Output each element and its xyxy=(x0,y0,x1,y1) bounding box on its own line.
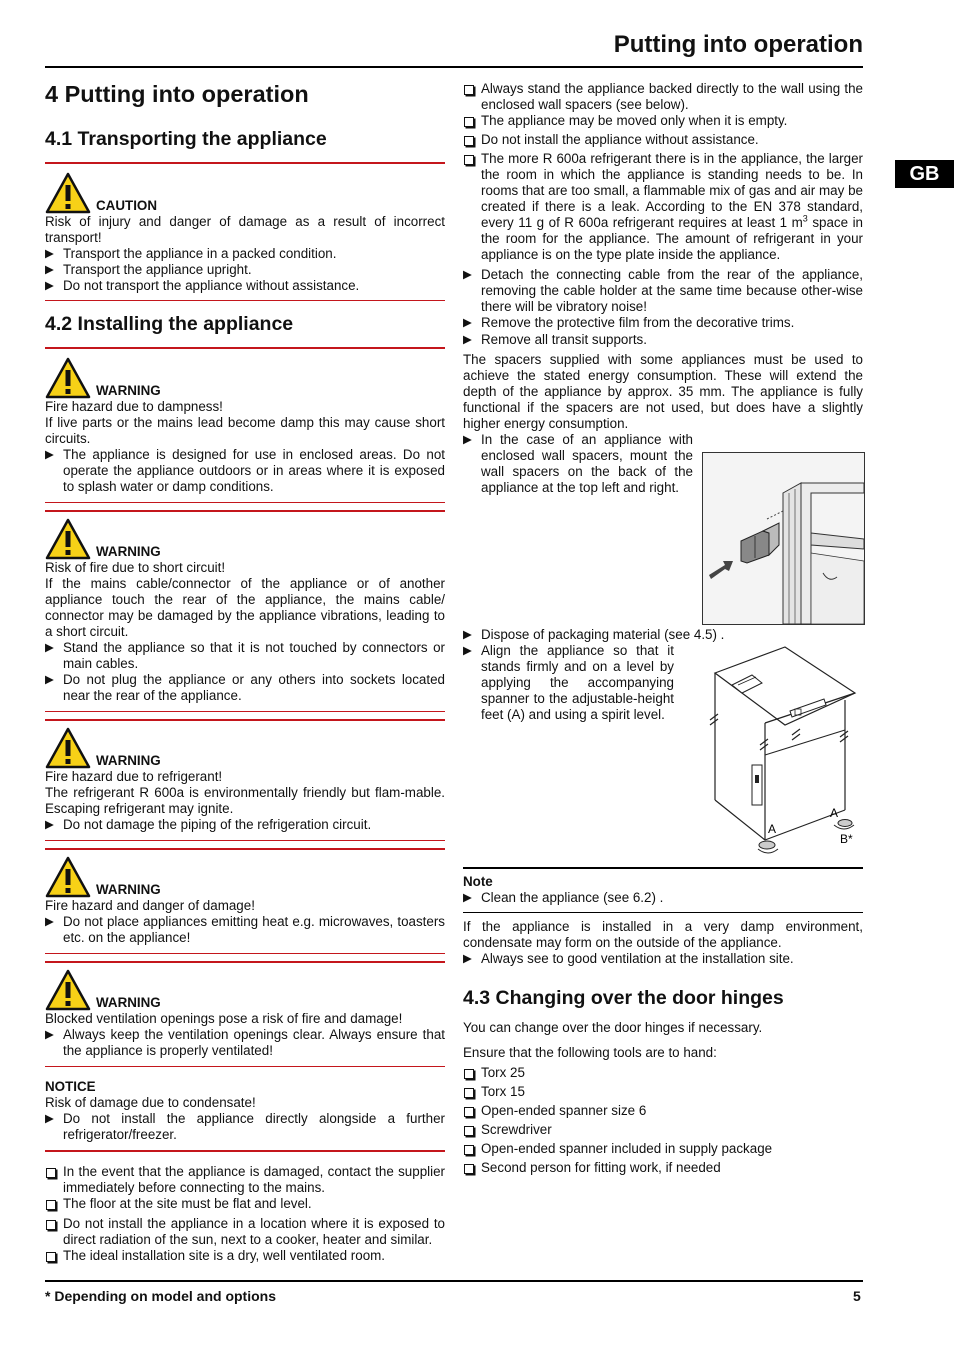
chapter-title: 4 Putting into operation xyxy=(45,81,309,107)
damp-paragraph: If the appliance is installed in a very damp environment, condensate may form on the outside of the appliance. xyxy=(463,919,863,950)
red-divider xyxy=(45,719,445,721)
checklist xyxy=(45,1164,445,1264)
warning-label: WARNING xyxy=(96,752,161,768)
warning-triangle-icon xyxy=(45,727,91,769)
red-divider xyxy=(45,1066,445,1068)
section-4-1 xyxy=(45,127,445,301)
section-title: 4.1 Transporting the appliance xyxy=(45,128,327,150)
header-rule xyxy=(45,66,863,68)
warning-triangle-icon xyxy=(45,357,91,399)
list-item: ▶ Remove the protective film from the decorative trims. xyxy=(463,315,863,331)
notice-block xyxy=(45,1079,445,1143)
list-item: In the event that the appliance is damaged, contact the supplier immediately before connecting to the mains. xyxy=(45,1164,445,1196)
warning-triangle-icon xyxy=(45,172,91,214)
warning-header xyxy=(45,514,445,560)
leveling-feet-illustration xyxy=(700,645,865,860)
foot-label-a: A xyxy=(768,822,777,836)
red-divider xyxy=(45,840,445,842)
list-item: ▶ Do not place appliances emitting heat e.g. microwaves, toasters etc. on the appliance! xyxy=(45,914,445,946)
red-divider xyxy=(45,848,445,850)
list-item: ▶ Dispose of packaging material (see 4.5) . xyxy=(463,627,863,643)
red-divider xyxy=(45,300,445,302)
red-divider xyxy=(45,510,445,512)
section-title: 4.3 Changing over the door hinges xyxy=(463,987,784,1009)
red-divider xyxy=(45,953,445,955)
note-rule xyxy=(463,867,863,869)
list-item: ▶ Detach the connecting cable from the rear of the appliance, removing the cable holder at the same time because other-wise there will be vibratory noise! xyxy=(463,267,863,315)
list-item xyxy=(463,151,863,263)
warning-header xyxy=(45,965,445,1011)
list-item: ▶ Do not install the appliance directly alongside a further refrigerator/freezer. xyxy=(45,1111,445,1143)
caution-label: CAUTION xyxy=(96,197,157,213)
red-divider xyxy=(45,1150,445,1152)
list-item: ▶ Transport the appliance upright. xyxy=(45,262,445,278)
warning-text: Fire hazard due to refrigerant! xyxy=(45,768,223,784)
foot-label-b: B* xyxy=(840,832,853,846)
section-title: 4.2 Installing the appliance xyxy=(45,313,294,335)
list-item: Torx 15 xyxy=(463,1084,863,1100)
list-item: ▶ Align the appliance so that it stands firmly and on a level by applying the accompanying spanner to the adjustable-height feet (A) and using a spirit level. xyxy=(463,643,674,723)
header-title: Putting into operation xyxy=(613,31,863,58)
list-item: ▶ Always keep the ventilation openings clear. Always ensure that the appliance is properly ventilated! xyxy=(45,1027,445,1059)
list-item: ▶ In the case of an appliance with enclosed wall spacers, mount the wall spacers on the back of the appliance at the top left and right. xyxy=(463,432,693,496)
paragraph: Ensure that the following tools are to hand: xyxy=(463,1045,717,1060)
red-divider xyxy=(45,347,445,349)
list-item: Screwdriver xyxy=(463,1122,863,1138)
note-label: Note xyxy=(463,873,493,889)
list-item: ▶ Always see to good ventilation at the installation site. xyxy=(463,951,863,967)
list-item: Open-ended spanner included in supply package xyxy=(463,1141,863,1157)
list-item: ▶ Do not transport the appliance without assistance. xyxy=(45,278,445,294)
warning-label: WARNING xyxy=(96,543,161,559)
list-item: ▶ Clean the appliance (see 6.2) . xyxy=(463,890,863,906)
warning-label: WARNING xyxy=(96,382,161,398)
list-item: ▶ Remove all transit supports. xyxy=(463,332,863,348)
section-4-2 xyxy=(45,312,445,1264)
warning-text: If live parts or the mains lead become damp this may cause short circuits. xyxy=(45,414,445,446)
warning-header xyxy=(45,353,445,399)
warning-text: If the mains cable/connector of the appliance or of another appliance touch the rear of the appliance, the mains cable/ connector may be damaged by the appliance vibrations, leading to a short circuit. xyxy=(45,575,445,639)
page-number: 5 xyxy=(853,1288,861,1304)
footer-rule xyxy=(45,1280,863,1282)
caution-text: Risk of injury and danger of damage as a result of incorrect transport! xyxy=(45,213,445,245)
list-item: Always stand the appliance backed directly to the wall using the enclosed wall spacers (see below). xyxy=(463,81,863,113)
list-item: Torx 25 xyxy=(463,1065,863,1081)
wall-spacer-illustration xyxy=(702,452,865,625)
spacers-paragraph: The spacers supplied with some appliances must be used to achieve the stated energy consumption. These will extend the depth of the appliance by approx. 35 mm. The appliance is fully functional if the spacers are not used, but does have a slightly higher energy consumption. xyxy=(463,352,863,431)
foot-label-a: A xyxy=(830,806,839,820)
list-item: Open-ended spanner size 6 xyxy=(463,1103,863,1119)
warning-text: Fire hazard and danger of damage! xyxy=(45,897,255,913)
right-column-top xyxy=(463,81,863,496)
list-item: Do not install the appliance without assistance. xyxy=(463,132,863,148)
tools-list xyxy=(463,1065,863,1176)
note-block xyxy=(463,867,863,967)
list-item: Second person for fitting work, if needed xyxy=(463,1160,863,1176)
warning-triangle-icon xyxy=(45,518,91,560)
refrigerant-text-a: The more R 600a refrigerant there is in the appliance, the larger the room in which the appliance is standing needs to be. In rooms that are too small, a flammable mix of gas and air may be created if there is a leak. According to the EN 378 standard, every 11 g of R 600a refrigerant requires at least 1 m xyxy=(481,151,863,230)
red-divider xyxy=(45,711,445,713)
warning-label: WARNING xyxy=(96,881,161,897)
list-item: ▶ Do not plug the appliance or any others into sockets located near the rear of the appliance. xyxy=(45,672,445,704)
caution-header xyxy=(45,168,445,214)
red-divider xyxy=(45,162,445,164)
notice-label: NOTICE xyxy=(45,1079,96,1094)
list-item: The floor at the site must be flat and level. xyxy=(45,1196,445,1212)
list-item: The appliance may be moved only when it is empty. xyxy=(463,113,863,129)
warning-triangle-icon xyxy=(45,856,91,898)
refrigerant-text-b: space in the room for the appliance. The amount of refrigerant in your appliance is on the type plate inside the appliance. xyxy=(481,215,863,262)
section-4-3 xyxy=(463,986,863,1176)
warning-text: Risk of fire due to short circuit! xyxy=(45,559,226,575)
warning-header xyxy=(45,723,445,769)
list-item: ▶ The appliance is designed for use in enclosed areas. Do not operate the appliance outdoors or in areas where it is exposed to splash water or damp conditions. xyxy=(45,447,445,495)
warning-label: WARNING xyxy=(96,994,161,1010)
list-item: ▶ Do not damage the piping of the refrigeration circuit. xyxy=(45,817,445,833)
paragraph: You can change over the door hinges if necessary. xyxy=(463,1020,763,1035)
note-rule xyxy=(463,912,863,914)
list-item: Do not install the appliance in a location where it is exposed to direct radiation of the sun, next to a cooker, heater and similar. xyxy=(45,1216,445,1248)
list-item: ▶ Stand the appliance so that it is not touched by connectors or main cables. xyxy=(45,640,445,672)
notice-text: Risk of damage due to condensate! xyxy=(45,1095,256,1110)
warning-triangle-icon xyxy=(45,969,91,1011)
red-divider xyxy=(45,961,445,963)
list-item: ▶ Transport the appliance in a packed condition. xyxy=(45,246,445,262)
footer-note: * Depending on model and options xyxy=(45,1288,276,1304)
red-divider xyxy=(45,502,445,504)
warning-text: Blocked ventilation openings pose a risk of fire and damage! xyxy=(45,1010,403,1026)
warning-text: The refrigerant R 600a is environmentally friendly but flam-mable. Escaping refrigerant may ignite. xyxy=(45,784,445,816)
superscript: 3 xyxy=(802,213,808,224)
language-tab: GB xyxy=(895,160,954,188)
chapter-title-wrap xyxy=(45,80,445,108)
list-item: The ideal installation site is a dry, well ventilated room. xyxy=(45,1248,445,1264)
warning-text: Fire hazard due to dampness! xyxy=(45,398,223,414)
warning-header xyxy=(45,852,445,898)
